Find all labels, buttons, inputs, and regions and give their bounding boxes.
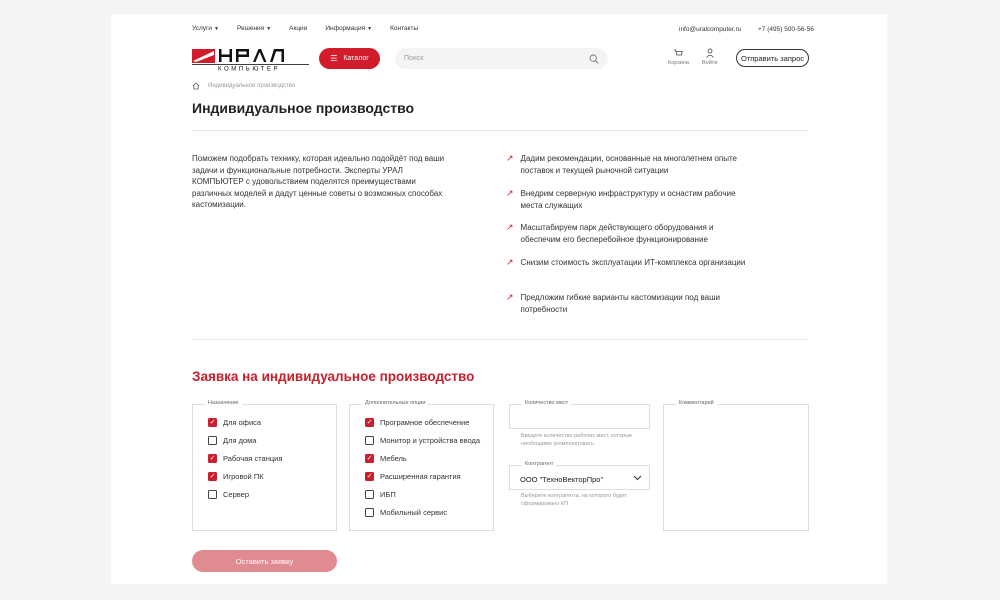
option-label: Мебель	[380, 454, 407, 463]
extras-group	[349, 400, 494, 531]
benefit-item	[506, 188, 746, 211]
user-icon	[705, 48, 715, 58]
option-label: Програмное обеспечение	[380, 418, 470, 427]
contractor-select[interactable]	[509, 461, 650, 490]
option-label: Расширенная гарантия	[380, 472, 461, 481]
comment-field[interactable]	[663, 400, 809, 531]
extras-option[interactable]	[365, 490, 396, 499]
contractor-hint: Выберите контрагента, на которого будет сформировано КП	[521, 493, 628, 507]
checkbox[interactable]: ✓	[366, 473, 373, 480]
nav-info-label: Информация	[325, 25, 366, 32]
checkbox[interactable]: ✓	[209, 473, 216, 480]
form-title: Заявка на индивидуальное производство	[192, 369, 475, 384]
cart-label: Корзина	[668, 60, 689, 66]
option-label: ИБП	[380, 490, 396, 499]
arrow-up-right-icon: ↗	[506, 257, 514, 267]
checkbox[interactable]: ✓	[209, 419, 216, 426]
arrow-up-right-icon: ↗	[506, 292, 514, 302]
option-label: Монитор и устройства ввода	[380, 436, 481, 445]
nav-contacts[interactable]: Контакты	[390, 25, 419, 32]
purpose-option[interactable]	[208, 454, 282, 463]
checkbox[interactable]	[365, 436, 374, 445]
extras-option[interactable]	[365, 454, 407, 463]
catalog-button[interactable]	[319, 48, 380, 69]
login-button[interactable]	[702, 48, 717, 66]
nav-solutions[interactable]	[237, 25, 271, 32]
nav-info[interactable]	[325, 25, 372, 32]
benefit-item	[506, 257, 746, 269]
chevron-down-icon	[633, 475, 642, 481]
cart-icon	[673, 48, 683, 58]
seats-field[interactable]	[509, 400, 650, 429]
divider	[192, 130, 808, 131]
purpose-option[interactable]	[208, 418, 261, 427]
extras-legend: Дополнительные опции	[362, 400, 428, 406]
checkbox[interactable]	[208, 490, 217, 499]
extras-option[interactable]	[365, 472, 461, 481]
send-request-button[interactable]: Отправить запрос	[736, 49, 809, 67]
login-label: Войти	[702, 60, 718, 66]
purpose-group	[192, 400, 337, 531]
seats-hint: Введите количество рабочих мест, которые необходимо укомплектовать	[521, 433, 633, 447]
checkbox[interactable]: ✓	[366, 455, 373, 462]
extras-option[interactable]	[365, 508, 447, 517]
benefit-text: Масштабируем парк действующего оборудования и обеспечим его бесперебойное функционирование	[520, 223, 714, 244]
option-label: Для офиса	[223, 418, 262, 427]
benefit-item	[506, 292, 746, 315]
arrow-up-right-icon: ↗	[506, 188, 514, 198]
nav-services[interactable]	[192, 25, 219, 32]
seats-legend: Количество мест	[522, 400, 571, 406]
arrow-up-right-icon: ↗	[506, 153, 514, 163]
option-label: Сервер	[223, 490, 250, 499]
option-label: Мобильный сервис	[380, 508, 448, 517]
page	[111, 14, 887, 584]
option-label: Рабочая станция	[223, 454, 283, 463]
contact-email[interactable]: info@uralcomputer.ru	[679, 26, 742, 33]
benefit-item	[506, 222, 746, 245]
contractor-value: ООО "ТехноВекторПро"	[520, 474, 604, 484]
benefit-text: Снизим стоимость эксплуатации ИТ-комплекса организации	[520, 258, 746, 267]
home-icon[interactable]	[192, 82, 200, 90]
comment-legend: Комментарий	[676, 400, 717, 406]
option-label: Для дома	[223, 436, 257, 445]
checkbox[interactable]	[365, 490, 374, 499]
purpose-option[interactable]	[208, 472, 264, 481]
checkbox[interactable]: ✓	[209, 455, 216, 462]
caret-down-icon: ▼	[367, 26, 373, 32]
svg-text:КОМПЬЮТЕР: КОМПЬЮТЕР	[218, 66, 281, 71]
catalog-label: Каталог	[343, 55, 369, 62]
benefit-item	[506, 153, 746, 176]
benefit-text: Предложим гибкие варианты кастомизации под ваши потребности	[520, 293, 720, 314]
nav-services-label: Услуги	[192, 25, 212, 32]
breadcrumb-current: Индивидуальное производство	[208, 83, 296, 89]
extras-option[interactable]	[365, 418, 469, 427]
benefit-text: Дадим рекомендации, основанные на многолетнем опыте поставок и текущей рыночной ситуации	[520, 154, 737, 175]
intro-text: Поможем подобрать технику, которая идеально подойдёт под ваши задачи и функциональные потребности. Эксперты УРАЛ КОМПЬЮТЕР с удовольствием поделятся преимуществами различных моделей и дадут ценные советы о возможных способах кастомизации.	[192, 154, 445, 210]
caret-down-icon: ▼	[214, 26, 219, 32]
search-placeholder: Поиск	[404, 55, 424, 62]
page-title: Индивидуальное производство	[192, 100, 415, 116]
nav-promos[interactable]: Акции	[289, 25, 308, 32]
contact-phone[interactable]: +7 (495) 500-56-56	[758, 26, 814, 33]
divider	[192, 339, 808, 340]
nav-solutions-label: Решения	[236, 25, 265, 32]
checkbox[interactable]	[208, 436, 217, 445]
submit-button[interactable]: Оставить заявку	[192, 550, 337, 572]
contractor-legend: Контрагент	[522, 461, 556, 467]
logo[interactable]	[192, 49, 309, 71]
search-icon[interactable]	[589, 54, 599, 64]
arrow-up-right-icon: ↗	[506, 222, 514, 232]
breadcrumb	[192, 82, 295, 90]
cart-button[interactable]	[668, 48, 689, 66]
top-nav	[192, 25, 418, 32]
caret-down-icon: ▼	[266, 26, 272, 32]
checkbox[interactable]: ✓	[366, 419, 373, 426]
purpose-option[interactable]	[208, 436, 256, 445]
option-label: Игровой ПК	[223, 472, 264, 481]
purpose-legend: Назначение	[205, 400, 242, 406]
purpose-option[interactable]	[208, 490, 249, 499]
hamburger-icon: ☰	[330, 53, 338, 63]
checkbox[interactable]	[365, 508, 374, 517]
extras-option[interactable]	[365, 436, 480, 445]
search-input[interactable]	[395, 48, 608, 69]
benefit-text: Внедрим серверную инфраструктуру и оснастим рабочие места служащих	[520, 189, 736, 210]
